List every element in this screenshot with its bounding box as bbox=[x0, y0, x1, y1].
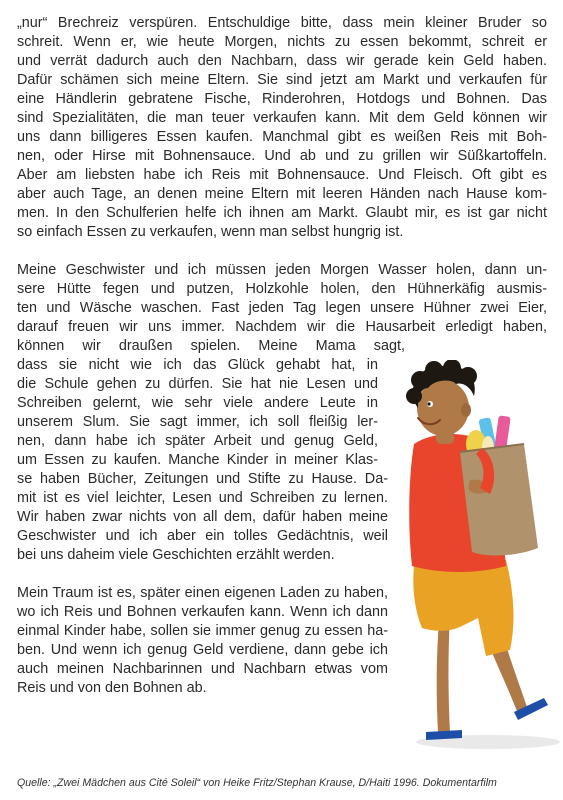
text-line: aber auch Tage, an denen meine Eltern mit leeren Händen nach Hause kom- bbox=[17, 186, 547, 202]
text-line: mit ist es viel leichter, Lesen und Schreiben zu lernen. bbox=[17, 490, 388, 506]
text-line: Wir haben zwar nichts von all dem, dafür haben meine bbox=[17, 509, 388, 525]
text-line: können wir draußen spielen. Meine Mama sagt, bbox=[17, 338, 405, 354]
text-line: Geschwister und ich aber ein tolles Gedächtnis, weil bbox=[17, 528, 388, 544]
text-line: die Schule gehen zu dürfen. Sie hat nie Lesen und bbox=[17, 376, 378, 392]
text-line: unserem Slum. Sie sagt immer, ich soll fleißig ler- bbox=[17, 414, 378, 430]
text-line: Mein Traum ist es, später einen eigenen Laden zu haben, bbox=[17, 585, 388, 601]
shorts bbox=[413, 560, 513, 656]
text-line: um Essen zu kaufen. Manche Kinder in meiner Klas- bbox=[17, 452, 378, 468]
text-line: men. In den Schulferien helfe ich ihnen am Markt. Glaubt mir, es ist gar nicht bbox=[17, 205, 547, 221]
text-line: „nur“ Brechreiz verspüren. Entschuldige bitte, dass mein kleiner Bruder so bbox=[17, 15, 547, 31]
text-line: ten und Wäsche waschen. Fast jeden Tag legen unsere Hühner zwei Eier, bbox=[17, 300, 547, 316]
hair-curl bbox=[425, 361, 443, 379]
text-line: sere Hütte fegen und putzen, Holzkohle holen, den Hühnerkäfig ausmis- bbox=[17, 281, 547, 297]
ear bbox=[461, 403, 471, 417]
text-line: Meine Geschwister und ich müssen jeden Morgen Wasser holen, dann un- bbox=[17, 262, 547, 278]
hair-curl bbox=[406, 388, 422, 404]
text-line: Reis und von den Bohnen ab. bbox=[17, 680, 207, 696]
boy-illustration-svg bbox=[378, 360, 563, 760]
text-line: uns dann billigeres Essen kaufen. Manchmal gibt es weißen Reis mit Boh- bbox=[17, 129, 547, 145]
hair-curl bbox=[459, 367, 477, 385]
text-line: Aber am liebsten habe ich Reis mit Bohnensauce. Und Fleisch. Oft gibt es bbox=[17, 167, 547, 183]
text-line: wo ich Reis und Bohnen verkaufen kann. Wenn ich dann bbox=[17, 604, 388, 620]
text-line: nen, dann habe ich später Arbeit und genug Geld, bbox=[17, 433, 378, 449]
text-line: Dafür schämen sich meine Eltern. Sie sind jetzt am Markt und verkaufen für bbox=[17, 72, 547, 88]
text-line: nen, oder Hirse mit Bohnensauce. Und ab und zu grillen wir Süßkartoffeln. bbox=[17, 148, 547, 164]
text-line: Schreiben gelernt, wie sehr viele andere Leute in bbox=[17, 395, 378, 411]
boy-carrying-grocery-bag-illustration bbox=[378, 360, 563, 760]
grocery-bag bbox=[460, 444, 538, 555]
text-line: eine Händlerin gebratene Fische, Rinderohren, Hotdogs und Bohnen. Das bbox=[17, 91, 547, 107]
text-line: se haben Bücher, Zeitungen und Stifte zu Hause. Da- bbox=[17, 471, 388, 487]
text-line: und verrät dadurch auch den Nachbarn, dass wir gerade kein Geld haben. bbox=[17, 53, 547, 69]
text-line: ben. Und wenn ich genug Geld verdiene, dann gebe ich bbox=[17, 642, 388, 658]
text-line: so einfach Essen zu verkaufen, wenn man selbst hungrig ist. bbox=[17, 224, 404, 240]
text-line: sind Spezialitäten, die man teuer verkaufen kann. Mit dem Geld können wir bbox=[17, 110, 547, 126]
text-line: darauf freuen wir uns immer. Nachdem wir die Hausarbeit erledigt haben, bbox=[17, 319, 547, 335]
source-citation: Quelle: „Zwei Mädchen aus Cité Soleil“ von Heike Fritz/Stephan Krause, D/Haiti 1996. Dokumentarfilm bbox=[17, 777, 497, 789]
text-line: dass sie nicht wie ich das Glück gehabt hat, in bbox=[17, 357, 378, 373]
eye-pupil bbox=[427, 402, 430, 405]
text-line: schreit. Wenn er, wie heute Morgen, nichts zu essen bekommt, schreit er bbox=[17, 34, 547, 50]
text-line: einmal Kinder habe, sollen sie immer genug zu essen ha- bbox=[17, 623, 388, 639]
text-line: bei uns daheim viele Geschichten erzählt werden. bbox=[17, 547, 335, 563]
text-line: auch meinen Nachbarinnen und Nachbarn etwas vom bbox=[17, 661, 388, 677]
